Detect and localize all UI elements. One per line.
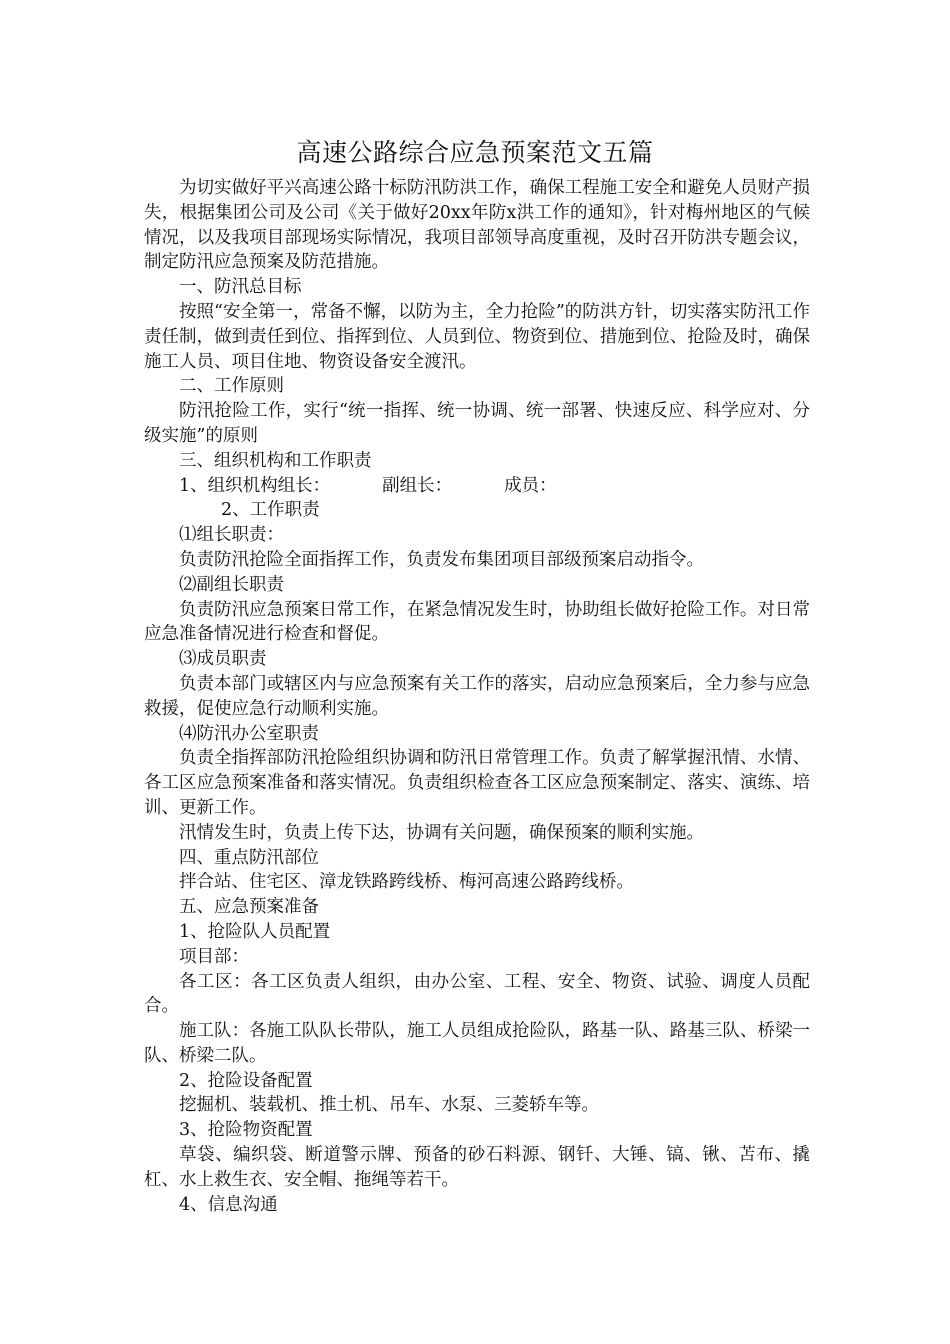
construction-team-text: 施工队：各施工队队长带队，施工人员组成抢险队，路基一队、路基三队、桥梁一队、桥梁二队。 <box>144 1021 810 1066</box>
deputy-duty-text: 负责防汛应急预案日常工作，在紧急情况发生时，协助组长做好抢险工作。对日常应急准备情况进行检查和督促。 <box>144 599 810 645</box>
org-line <box>144 474 810 499</box>
equipment-text: 挖掘机、装载机、推土机、吊车、水泵、三菱轿车等。 <box>179 1095 599 1116</box>
equipment-heading: 2、抢险设备配置 <box>179 1070 313 1091</box>
intro-paragraph: 为切实做好平兴高速公路十标防汛防洪工作，确保工程施工安全和避免人员财产损失，根据集团公司及公司《关于做好20xx年防x洪工作的通知》，针对梅州地区的气候情况，以及我项目部现场实际情况，我项目部领导高度重视，及时召开防洪专题会议，制定防汛应急预案及防范措施。 <box>144 178 810 273</box>
member-duty-heading: ⑶成员职责 <box>179 649 267 670</box>
materials-heading: 3、抢险物资配置 <box>179 1120 313 1141</box>
leader-duty-heading: ⑴组长职责： <box>179 525 284 546</box>
communication-heading: 4、信息沟通 <box>179 1194 278 1215</box>
team-heading: 1、抢险队人员配置 <box>179 921 331 942</box>
paragraph-principle: 防汛抢险工作，实行“统一指挥、统一协调、统一部署、快速反应、科学应对、分级实施”的原则 <box>144 401 810 446</box>
section-heading-4: 四、重点防汛部位 <box>179 847 319 868</box>
flood-event-text: 汛情发生时，负责上传下达，协调有关问题，确保预案的顺利实施。 <box>179 822 704 843</box>
member-duty-text: 负责本部门或辖区内与应急预案有关工作的落实，启动应急预案后，全力参与应急救援，促使应急行动顺利实施。 <box>144 673 810 719</box>
org-members-label: 成员： <box>504 475 557 496</box>
project-dept-label: 项目部： <box>179 946 249 967</box>
office-duty-heading: ⑷防汛办公室职责 <box>179 723 319 744</box>
materials-text: 草袋、编织袋、断道警示牌、预备的砂石料源、钢钎、大锤、镐、锹、苫布、撬杠、水上救生衣、安全帽、拖绳等若干。 <box>144 1145 810 1190</box>
org-deputy-label: 副组长： <box>382 475 453 496</box>
section-heading-2: 二、工作原则 <box>179 376 284 397</box>
section-heading-5: 五、应急预案准备 <box>179 897 319 918</box>
org-leader-label: 1、组织机构组长： <box>179 475 331 496</box>
duty-heading: 2、工作职责 <box>221 500 320 521</box>
work-area-text: 各工区：各工区负责人组织，由办公室、工程、安全、物资、试验、调度人员配合。 <box>144 971 810 1017</box>
office-duty-text: 负责全指挥部防汛抢险组织协调和防汛日常管理工作。负责了解掌握汛情、水情、各工区应急预案准备和落实情况。负责组织检查各工区应急预案制定、落实、演练、培训、更新工作。 <box>144 748 810 818</box>
leader-duty-text: 负责防汛抢险全面指挥工作，负责发布集团项目部级预案启动指令。 <box>179 549 704 570</box>
document-body <box>144 176 810 1217</box>
section-heading-3: 三、组织机构和工作职责 <box>179 450 372 471</box>
document-title: 高速公路综合应急预案范文五篇 <box>296 138 654 167</box>
paragraph-goal: 按照“安全第一，常备不懈，以防为主，全力抢险”的防洪方针，切实落实防汛工作责任制，做到责任到位、指挥到位、人员到位、物资到位、措施到位、抢险及时，确保施工人员、项目住地、物资设备安全渡汛。 <box>144 301 810 372</box>
deputy-duty-heading: ⑵副组长职责 <box>179 574 284 595</box>
key-sites-text: 拌合站、住宅区、漳龙铁路跨线桥、梅河高速公路跨线桥。 <box>179 872 634 893</box>
section-heading-1: 一、防汛总目标 <box>179 277 302 298</box>
